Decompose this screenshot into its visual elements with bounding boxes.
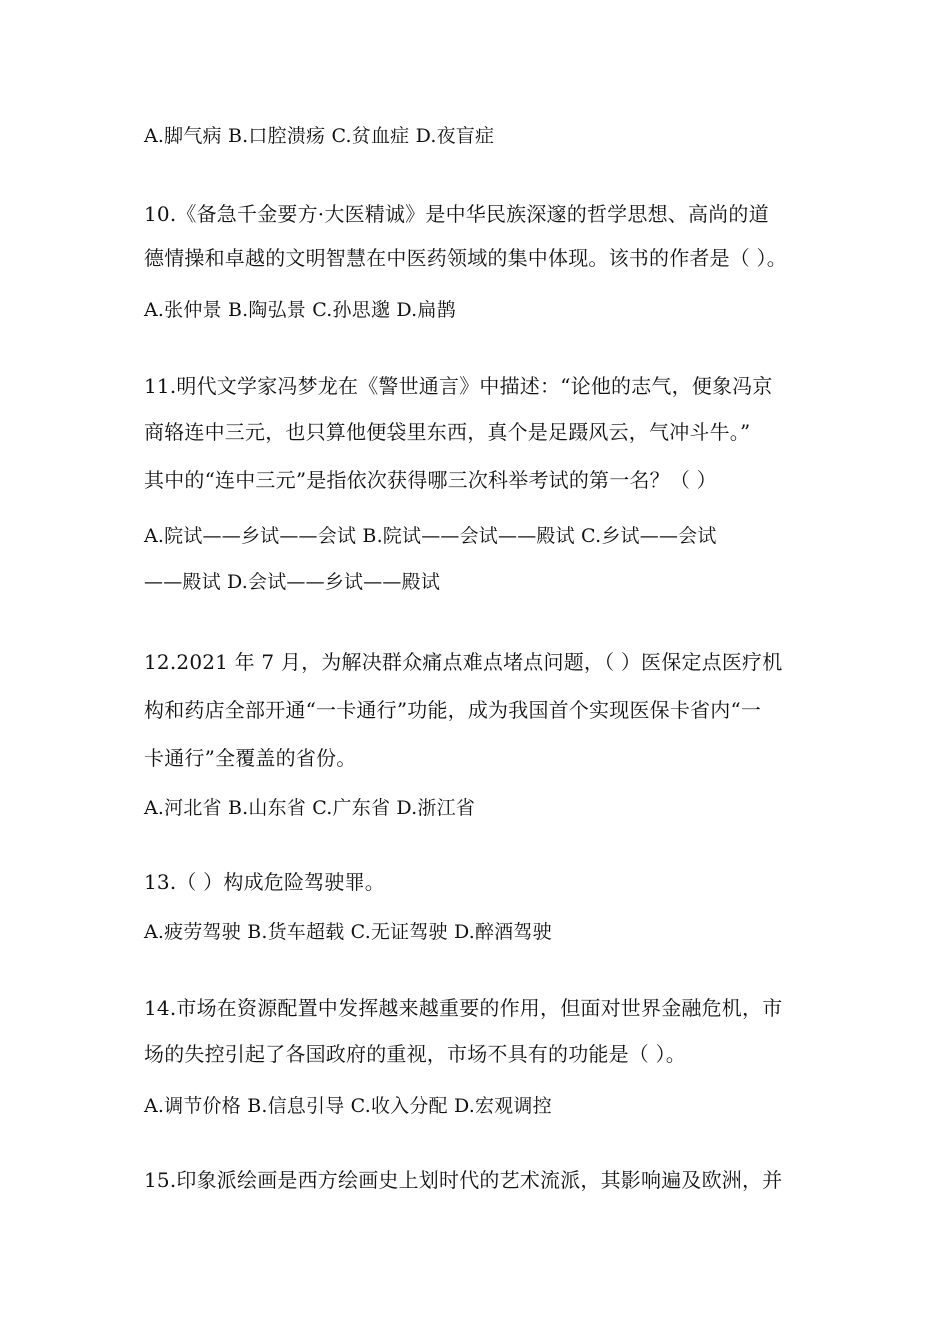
q12-text-line-2: 构和药店全部开通“一卡通行”功能，成为我国首个实现医保卡省内“一: [144, 698, 762, 722]
q9-options: A.脚气病 B.口腔溃疡 C.贫血症 D.夜盲症: [144, 125, 495, 147]
q11-text-line-3: 其中的“连中三元”是指依次获得哪三次科举考试的第一名？（ ）: [144, 468, 717, 492]
q11-options-line-1: A.院试——乡试——会试 B.院试——会试——殿试 C.乡试——会试: [144, 525, 717, 547]
q11-options-line-2: ——殿试 D.会试——乡试——殿试: [144, 571, 441, 593]
q12-text-line-1: 12.2021 年 7 月，为解决群众痛点难点堵点问题，（ ）医保定点医疗机: [144, 650, 783, 674]
q13-text-line-1: 13.（ ）构成危险驾驶罪。: [144, 870, 385, 894]
q10-text-line-2: 德情操和卓越的文明智慧在中医药领域的集中体现。该书的作者是（ ）。: [144, 246, 787, 270]
q11-text-line-2: 商辂连中三元，也只算他便袋里东西，真个是足蹑风云，气冲斗牛。”: [144, 420, 751, 444]
q14-options: A.调节价格 B.信息引导 C.收入分配 D.宏观调控: [144, 1095, 552, 1117]
q11-text-line-1: 11.明代文学家冯梦龙在《警世通言》中描述：“论他的志气，便象冯京: [144, 374, 773, 398]
q10-text-line-1: 10.《备急千金要方·大医精诚》是中华民族深邃的哲学思想、高尚的道: [144, 202, 769, 226]
q13-options: A.疲劳驾驶 B.货车超载 C.无证驾驶 D.醉酒驾驶: [144, 921, 552, 943]
q10-options: A.张仲景 B.陶弘景 C.孙思邈 D.扁鹊: [144, 299, 456, 321]
q15-text-line-1: 15.印象派绘画是西方绘画史上划时代的艺术流派，其影响遍及欧洲，并: [144, 1168, 783, 1192]
q12-options: A.河北省 B.山东省 C.广东省 D.浙江省: [144, 797, 475, 819]
q12-text-line-3: 卡通行”全覆盖的省份。: [144, 746, 357, 770]
q14-text-line-1: 14.市场在资源配置中发挥越来越重要的作用，但面对世界金融危机，市: [144, 996, 783, 1020]
q14-text-line-2: 场的失控引起了各国政府的重视，市场不具有的功能是（ ）。: [144, 1042, 686, 1066]
